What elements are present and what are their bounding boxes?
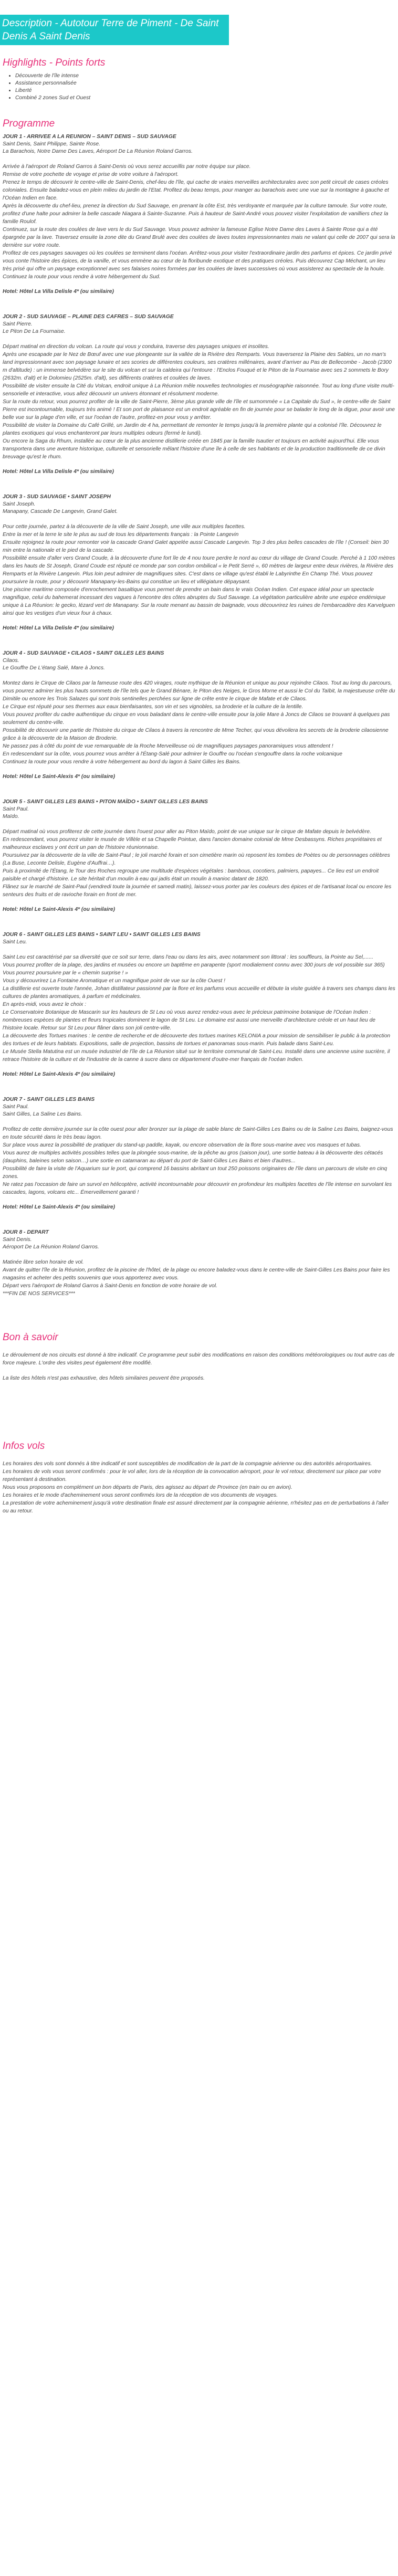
description-paragraph: Départ matinal en direction du volcan. La route qui vous y conduira, traverse des paysages uniques et insolites.: [3, 344, 269, 350]
description-paragraph: La distillerie est ouverte toute l'année, Johan distillateur passionné par la flore et les parfums vous accueille et débute la visite guidée à travers ses champs dans les cultures de plantes aromatiques, à parfum et médicinales.: [3, 986, 395, 1000]
highlights-heading: Highlights - Points forts: [3, 57, 106, 68]
day-title: JOUR 8 - DEPART: [3, 1229, 49, 1235]
description-paragraph: En redescendant sur la côte, vous pourrez vous arrêter à l'Étang-Salé pour admirer le Gouffre ou l'océan s'engouffre dans la roche volcanique: [3, 751, 342, 757]
description-paragraph: Ensuite rejoignez la route pour remonter voir la cascade Grand Galet appelée aussi Cascade Langevin. Top 3 des plus belles cascades de l'île ! (Conseil: bien 30 min entre la nationale et le pied de la cascade.: [3, 540, 389, 553]
day-places: Maïdo.: [3, 814, 19, 819]
programme-heading: Programme: [3, 118, 55, 129]
day-places: Le Gouffre De L'étang Salé, Mare à Joncs.: [3, 665, 105, 671]
description-paragraph: Sur la route du retour, vous pourrez profiter de la ville de Saint-Pierre, 3ème plus grande ville de l'île et surnommée « La Capitale du Sud », le centre-ville de Saint Pierre est incontournable, toujours très animé ! Et son port de plaisance est un endroit agréable en fin de journée pour se balader le long de la digue, pour avoir une belle vue sur la plage d'en ville, et sur l'océan de l'autre, profitez-en pour vous y arrêter.: [3, 399, 395, 420]
day-places: La Barachois, Notre Dame Des Laves, Aéroport De La Réunion Roland Garros.: [3, 149, 193, 154]
day-places: Saint Gilles, La Saline Les Bains.: [3, 1111, 82, 1117]
day-places: Saint Pierre.: [3, 321, 33, 327]
description-paragraph: Une piscine maritime composée d'enrochement basaltique vous permet de prendre un bain dans le vrais Océan Indien. Cet espace idéal pour un spectacle magnifique, celui du bahemerat incessant des vagues à l'encontre des côtes abruptes du Sud Sauvage. La végétation particulière abrite une espèce endémique unique à La Réunion: le gecko, lézard vert de Manapany. Sur la route menant au bassin de baignade, vous découvrirez les ruines de l'embarcadère des Karvelguen ainsi que les vestiges d'un vieux four à chaux.: [3, 587, 395, 616]
description-paragraph: Possibilité ensuite d'aller vers Grand Coude, à la découverte d'une fort île de 4 nou toure perdre le nord au cœur du village de Grand Coude. Perché à 1 100 mètres dans les hauts de St Joseph, Grand Coude est réputé ce monde par son cordon ombilical « le Petit Serré », 60 mètres de largeur entre deux rivières, la Rivière des Remparts et la Rivière Langevin. Plus loin peut admirer de magnifiques sites. C'est dans ce village qu'est établi le Labyrinthe En Champ Thé. Vous pouvez poursuivre la route, pour y découvrir Manapany-les-Bains qui constitue un lieu et villégiature dépaysant.: [3, 555, 395, 585]
description-paragraph: Puis à proximité de l'Étang, le Tour des Roches regroupe une multitude d'espèces végétales : bambous, cocotiers, palmiers, papayes... Ce lieu est un endroit paisible et chargé d'histoire. Le site héritait d'un moulin à eau qui jadis était un moulin à manioc datant de 1820.: [3, 868, 379, 882]
day-hotel: Hotel: Hôtel Le Saint-Alexis 4* (ou similaire): [3, 774, 115, 780]
page: [0, 15, 398, 1515]
day-title: JOUR 7 - SAINT GILLES LES BAINS: [3, 1097, 95, 1102]
description-paragraph: Flânez sur le marché de Saint-Paul (vendredi toute la journée et samedi matin), laissez-vous porter par les couleurs des épices et de l'artisanat local ou encore les senteurs des fruits et de ravioche forain en front de mer.: [3, 884, 392, 898]
description-paragraph: Montez dans le Cirque de Cilaos par la fameuse route des 420 virages, route mythique de la Réunion et unique au pour rejoindre Cilaos. Tout au long du parcours, vous pourrez admirer les plus hauts sommets de l'île tels que le Grand Bénare, le Piton des Neiges, le Gros Morne et aussi le Col du Taïbit, la majestueuse crête du Dimitile ou encore les Trois Salazes qui sont trois sentinelles perchées sur ligne de crête entre le cirque de Mafate et de Cilaos.: [3, 680, 395, 702]
day-hotel: Hotel: Hôtel La Villa Delisle 4* (ou similaire): [3, 469, 114, 475]
description-paragraph: Possibilité de visiter la Domaine du Café Grillé, un Jardin de 4 ha, permettant de remonter le temps jusqu'à la première plante qui a colonisé l'île. Découvrez le plantes exotiques qui vous enchanteront par leurs multiples odeurs (fermé le lundi).: [3, 423, 382, 436]
description-paragraph: Le Cirque est réputé pour ses thermes aux eaux bienfaisantes, son vin et ses vignobles, sa broderie et la culture de la lentille.: [3, 704, 303, 710]
description-paragraph: Vous aurez de multiples activités possibles telles que la plongée sous-marine, de la pêche au gros (saison jour), une sortie bateau à la découverte des cétacés (dauphins, baleines selon saison…) une sortie en catamaran au départ du port de Saint-Gilles Les Bains et bien d'autres...: [3, 1150, 383, 1164]
infos-vols-paragraph: Nous vous proposons en complément un bon départs de Paris, des agissez au départ de Province (en train ou en avion).: [3, 1485, 292, 1490]
day-title: JOUR 6 - SAINT GILLES LES BAINS • SAINT LEU • SAINT GILLES LES BAINS: [3, 932, 201, 938]
description-paragraph: Remise de votre pochette de voyage et prise de votre voiture à l'aéroport.: [3, 172, 179, 177]
infos-vols-paragraph: Les horaires des vols sont donnés à titre indicatif et sont susceptibles de modification de la part de la compagnie aérienne ou des autorités aéroportuaires.: [3, 1461, 372, 1467]
programme-days: [3, 133, 395, 1298]
description-paragraph: Continuez, sur la route des coulées de lave vers le du Sud Sauvage. Vous pouvez admirer la fameuse Eglise Notre Dame des Laves à Sainte Rose qui a été épargnée par la lave. Traversez ensuite la zone dite du Grand Brulé avec des coulées de laves toutes impressionnantes mais ne valant qui celle de 2007 qui sera la dernière sur votre route.: [3, 227, 395, 248]
day-block: [3, 313, 395, 476]
infos-vols-paragraph: Les horaires de vols vous seront confirmés : pour le vol aller, lors de la réception de la convocation aéroport, pour le vol retour, directement sur place par votre représentant à destination.: [3, 1469, 381, 1482]
bon-savoir-text: [3, 1351, 395, 1382]
day-description: [3, 679, 395, 766]
day-block: [3, 133, 395, 296]
highlight-item: • Assistance personnalisée: [15, 80, 395, 87]
main-content: [0, 57, 398, 1515]
description-paragraph: Vous y découvrirez La Fontaine Aromatique et un magnifique point de vue sur la côte Ouest !: [3, 978, 225, 984]
day-hotel: Hotel: Hôtel La Villa Delisle 4* (ou similaire): [3, 625, 114, 631]
day-description: [3, 343, 395, 461]
day-description: [3, 1126, 395, 1196]
description-paragraph: Vous pourrez poursuivre par le « chemin surprise ! »: [3, 970, 128, 976]
day-hotel: Hotel: Hôtel La Villa Delisle 4* (ou similaire): [3, 289, 114, 295]
day-description: [3, 953, 395, 1064]
description-paragraph: La découverte des Tortues marines : le centre de recherche et de découverte des tortues marines KELONIA a pour mission de sensibiliser le public à la protection des tortues et de leurs habitats. Expositions, salle de projection, bassins de tortues et panoramas sous-marin. Puis balade dans Saint-Leu.: [3, 1033, 391, 1047]
day-places: Saint Joseph.: [3, 501, 36, 507]
day-title: JOUR 2 - SUD SAUVAGE – PLAINE DES CAFRES – SUD SAUVAGE: [3, 314, 174, 320]
day-block: [3, 493, 395, 632]
day-places: Saint Paul.: [3, 806, 29, 812]
day-hotel: Hotel: Hôtel Le Saint-Alexis 4* (ou similaire): [3, 907, 115, 912]
description-paragraph: Après une escapade par le Nez de Bœuf avec une vue plongeante sur la vallée de la Rivière des Remparts. Vous traverserez la Plaine des Sables, un no man's land impressionnant avec son paysage lunaire et ses scories de différentes couleurs, ses cratères millénaires, avant d'arriver au Pas de Bellecombe - Jacob (2300 m d'altitude) : un immense belvédère sur le site du volcan et sur la caldeira qui l'entoure : l'Enclos Fouqué et le Piton de la Fournaise avec ses 2 sommets le Bory (2632m. d'alt) et le Dolomieu (2525m. d'alt), ses différents cratères et coulées de laves.: [3, 352, 392, 381]
description-paragraph: ***FIN DE NOS SERVICES***: [3, 1291, 75, 1297]
description-paragraph: Profitez de cette dernière journée sur la côte ouest pour aller bronzer sur la plage de sable blanc de Saint-Gilles Les Bains ou de la Saline Les Bains, baignez-vous en toute sécurité dans le très beau lagon.: [3, 1127, 393, 1140]
highlights-list: [3, 72, 395, 102]
day-places: Aéroport De La Réunion Roland Garros.: [3, 1244, 99, 1250]
description-paragraph: Prenez le temps de découvrir le centre-ville de Saint-Denis, chef-lieu de l'île, qui cache de vraies merveilles architecturales avec son petit circuit de cases créoles coloniales. Ensuite baladez-vous en plein milieu du jardin de l'Etat. Profitez du beau temps, pour manger au barachois avec une vue sur la montagne à gauche et l'Océan Indien en face.: [3, 180, 389, 201]
description-paragraph: Continuez la route pour vous rendre à votre hébergement du Sud.: [3, 274, 161, 280]
day-block: [3, 931, 395, 1078]
description-paragraph: Saint Leu est caractérisé par sa diversité que ce soit sur terre, dans l'eau ou dans les airs, avec notamment son littoral : les souffleurs, la Pointe au Sel,......: [3, 954, 373, 960]
day-hotel: Hotel: Hôtel Le Saint-Alexis 4* (ou similaire): [3, 1204, 115, 1210]
description-paragraph: Ou encore la Saga du Rhum, installée au cœur de la plus ancienne distillerie créée en 1845 par la famille Isautier et toujours en activité aujourd'hui. Elle vous transportera dans une aventure historique, culturelle et sensorielle mêlant l'histoire d'une île à celle de ses habitants et de la production traditionnelle de ce divin breuvage qu'est le rhum.: [3, 438, 385, 460]
description-paragraph: Matinée libre selon horaire de vol.: [3, 1259, 84, 1265]
infos-vols-paragraph: Les horaires et le mode d'acheminement vous seront confirmés lors de la réception de vos documents de voyages.: [3, 1492, 278, 1498]
description-paragraph: Vous pouvez profiter du cadre authentique du cirque en vous baladant dans le centre-ville ensuite pour la jolie Mare à Joncs de Cilaos se trouvant à quelques pas seulement du centre-ville.: [3, 712, 390, 726]
description-paragraph: Départ vers l'aéroport de Roland Garros à Saint-Denis en fonction de votre horaire de vol.: [3, 1283, 217, 1289]
day-title: JOUR 5 - SAINT GILLES LES BAINS • PITON MAÏDO • SAINT GILLES LES BAINS: [3, 799, 208, 805]
description-paragraph: Possibilité de découvrir une partie de l'histoire du cirque de Cilaos à travers la rencontre de Mme Techer, qui vous dévoilera les secrets de la broderie cilaosienne grâce à la découverte de la Maison de Broderie.: [3, 728, 389, 741]
day-places: Cilaos.: [3, 658, 19, 664]
infos-vols-text: [3, 1460, 395, 1515]
description-paragraph: Arrivée à l'aéroport de Roland Garros à Saint-Denis où vous serez accueillis par notre équipe sur place.: [3, 164, 251, 170]
highlight-item: • Découverte de l'île intense: [15, 72, 395, 80]
day-places: Saint Denis.: [3, 1237, 32, 1243]
day-hotel: Hotel: Hôtel Le Saint-Alexis 4* (ou similaire): [3, 1071, 115, 1077]
description-paragraph: Ne passez pas à côté du point de vue remarquable de la Roche Merveilleuse où de magnifiques paysages panoramiques vous attendent !: [3, 743, 333, 749]
description-paragraph: Vous pourrez profiter de la plage, des jardins et musées ou encore un baptême en parapente (sport modialement connu avec 300 jours de vol possible sur 365): [3, 962, 385, 968]
description-paragraph: Poursuivez par la découverte de la ville de Saint-Paul ; le joli marché forain et son cimetière marin où reposent les tombes de Poètes ou de personnages célèbres (La Buse, Leconte Delisle, Eugène d'Auffrai…).: [3, 853, 390, 866]
description-paragraph: Avant de quitter l'île de la Réunion, profitez de la piscine de l'hôtel, de la plage ou encore baladez-vous dans le centre-ville de Saint-Gilles Les Bains pour faire les magasins et acheter des petits souvenirs que vous apporterez avec vous.: [3, 1267, 390, 1281]
description-paragraph: Départ matinal où vous profiterez de cette journée dans l'ouest pour aller au Piton Maïdo, point de vue unique sur le cirque de Mafate depuis le belvédère.: [3, 829, 372, 835]
day-description: [3, 523, 395, 617]
description-paragraph: Pour cette journée, partez à la découverte de la ville de Saint Joseph, une ville aux multiples facettes.: [3, 524, 246, 530]
description-paragraph: Le Conservatoire Botanique de Mascarin sur les hauteurs de St Leu où vous aurez rendez-vous avec le précieux patrimoine botanique de l'Océan Indien : nombreuses espèces de plantes et fleurs tropicales dominent le lagon de St Leu. Le domaine est aussi une merveille d'architecture créole et un haut lieu de l'histoire locale. Retour sur St Leu pour flâner dans son joli centre-ville.: [3, 1010, 376, 1031]
bon-savoir-paragraph: La liste des hôtels n'est pas exhaustive, des hôtels similaires peuvent être proposés.: [3, 1375, 205, 1381]
description-paragraph: Après la découverte du chef-lieu, prenez la direction du Sud Sauvage, en prenant la côte Est, très verdoyante et marquée par la culture tamoule. Sur votre route, profitez d'une halte pour admirer la belle cascade Niagara à Sainte-Suzanne. Puis à hauteur de Saint-André vous pouvez visiter l'exploitation de vanilliers chez la famille Roulof.: [3, 203, 389, 225]
description-paragraph: Entre la mer et la terre le site le plus au sud de tous les départements français : la Pointe Langevin: [3, 532, 239, 538]
day-block: [3, 1096, 395, 1211]
day-places: Saint Leu.: [3, 939, 27, 945]
day-description: [3, 1258, 395, 1298]
page-title: Description - Autotour Terre de Piment - De Saint Denis A Saint Denis: [2, 18, 219, 42]
description-paragraph: Le Musée Stella Matutina est un musée industriel de l'île de La Réunion situé sur le territoire communal de Saint-Leu. Installé dans une ancienne usine sucrière, il retrace l'histoire de la culture et de l'industrie de la canne à sucre dans ce département d'outre-mer français de l'océan Indien.: [3, 1049, 390, 1063]
description-paragraph: Sur place vous aurez la possibilité de pratiquer du stand-up paddle, kayak, ou encore observation de la flore sous-marine avec vos masques et tubas.: [3, 1142, 361, 1148]
description-paragraph: Profitez de ces paysages sauvages où les coulées se terminent dans l'océan. Arrêtez-vous pour visiter l'extraordinaire jardin des parfums et épices. Ce jardin privé vous conte l'histoire des épices, de la vanille, et vous emmène au cœur de la floribunde exotique et des pratiques créoles. Puis découvrez Cap Méchant, un lieu très prisé qui offre un paysage exceptionnel avec ses falaises noires formées par les coulées de laves successives où vous assisterez au spectacle de la houle.: [3, 250, 392, 272]
day-places: Manapany, Cascade De Langevin, Grand Galet.: [3, 509, 118, 514]
day-description: [3, 828, 395, 899]
description-paragraph: Ne ratez pas l'occasion de faire un survol en hélicoptère, activité incontournable pour découvrir en profondeur les multiples facettes de l'île intense en survolant les cascades, lagons, volcans etc... Émerveillement garanti !: [3, 1182, 392, 1195]
day-places: Saint Paul.: [3, 1104, 29, 1110]
description-paragraph: Possibilité de visiter ensuite la Cité du Volcan, endroit unique à La Réunion mêle nouvelles technologies et muséographie raisonnée. Tout au long d'une visite multi-sensorielle et interactive, vous allez découvrir un univers étonnant et résolument moderne.: [3, 383, 394, 397]
bon-savoir-paragraph: Le déroulement de nos circuits est donné à titre indicatif. Ce programme peut subir des modifications en raison des conditions météorologiques ou tout autre cas de force majeure. L'ordre des visites peut également être modifié.: [3, 1352, 395, 1366]
day-places: Le Piton De La Fournaise.: [3, 329, 66, 334]
description-paragraph: Possibilité de faire la visite de l'Aquarium sur le port, qui comprend 16 bassins abritant un tout 250 poissons originaires de l'île dans un parcours de visite en cinq zones.: [3, 1166, 387, 1180]
highlight-item: • Liberté: [15, 87, 395, 94]
day-title: JOUR 3 - SUD SAUVAGE • SAINT JOSEPH: [3, 494, 111, 500]
highlight-item: • Combiné 2 zones Sud et Ouest: [15, 94, 395, 102]
day-description: [3, 163, 395, 281]
infos-vols-heading: Infos vols: [3, 1441, 45, 1452]
day-block: [3, 650, 395, 781]
description-paragraph: Continuez la route pour vous rendre à votre hébergement au bord du lagon à Saint Gilles les Bains.: [3, 759, 241, 765]
day-places: Saint Denis, Saint Philippe, Sainte Rose.: [3, 141, 101, 147]
infos-vols-paragraph: La prestation de votre acheminement jusqu'à votre destination finale est assuré directement par la compagnie aérienne, n'hésitez pas en de perturbations à l'aller ou au retour.: [3, 1500, 389, 1514]
description-paragraph: En après-midi, vous avez le choix :: [3, 1002, 87, 1007]
description-paragraph: En redescendant, vous pourrez visiter le musée de Villèle et sa Chapelle Pointue, dans l'ancien domaine colonial de Mme Desbassyns. Riches propriétaires et malheureux esclaves y ont écrit un pan de l'histoire réunionnaise.: [3, 837, 382, 850]
title-banner: [0, 15, 229, 45]
bon-savoir-heading: Bon à savoir: [3, 1332, 58, 1343]
day-block: [3, 1229, 395, 1298]
day-title: JOUR 4 - SUD SAUVAGE • CILAOS • SAINT GILLES LES BAINS: [3, 650, 164, 656]
day-title: JOUR 1 - ARRIVEE A LA REUNION – SAINT DENIS – SUD SAUVAGE: [3, 134, 176, 140]
day-block: [3, 798, 395, 913]
